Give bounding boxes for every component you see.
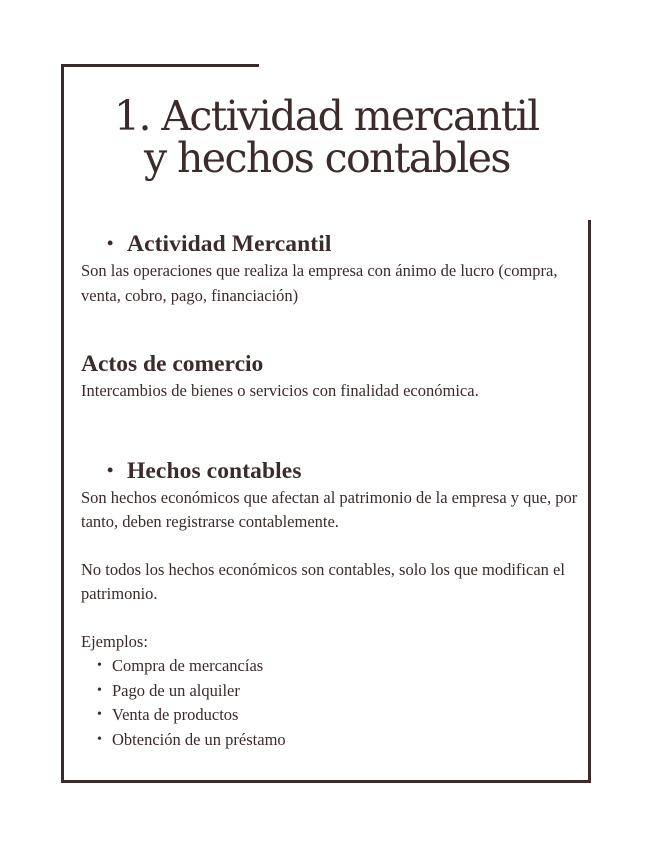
page-title-line-2: y hechos contables [144, 134, 510, 182]
section-heading-actos: Actos de comercio [81, 351, 264, 377]
list-item: • Compra de mercancías [97, 654, 581, 679]
spacer [81, 308, 581, 349]
list-item: • Obtención de un préstamo [97, 728, 581, 753]
page-title [114, 92, 539, 182]
section-heading-hechos-text: Hechos contables [127, 457, 302, 484]
section-heading-actividad [107, 228, 581, 259]
page-content [81, 228, 581, 752]
frame-left-border [61, 64, 64, 783]
frame-right-border [588, 220, 591, 783]
frame-top-border [61, 64, 259, 67]
spacer [81, 607, 581, 630]
section-text-hechos: Son hechos económicos que afectan al patrimonio de la empresa y que, por tanto, deben registrarse contablemente. [81, 487, 578, 531]
bullet-icon: • [107, 459, 114, 480]
section-heading-hechos [107, 455, 581, 486]
list-item: • Venta de productos [97, 703, 581, 728]
section-text-actos: Intercambios de bienes o servicios con finalidad económica. [81, 381, 479, 400]
section-note-hechos: No todos los hechos económicos son contables, solo los que modifican el patrimonio. [81, 559, 565, 603]
list-item: • Pago de un alquiler [97, 679, 581, 704]
page-title-line-1: 1. Actividad mercantil [114, 92, 539, 140]
examples-label: Ejemplos: [81, 631, 148, 651]
examples-list [81, 654, 581, 752]
section-heading-actividad-text: Actividad Mercantil [127, 231, 332, 257]
spacer [81, 535, 581, 558]
section-text-actividad: Son las operaciones que realiza la empresa con ánimo de lucro (compra, venta, cobro, pago, financiación) [81, 261, 558, 305]
frame-bottom-border [61, 780, 591, 783]
bullet-icon: • [107, 233, 114, 253]
spacer [81, 404, 581, 455]
